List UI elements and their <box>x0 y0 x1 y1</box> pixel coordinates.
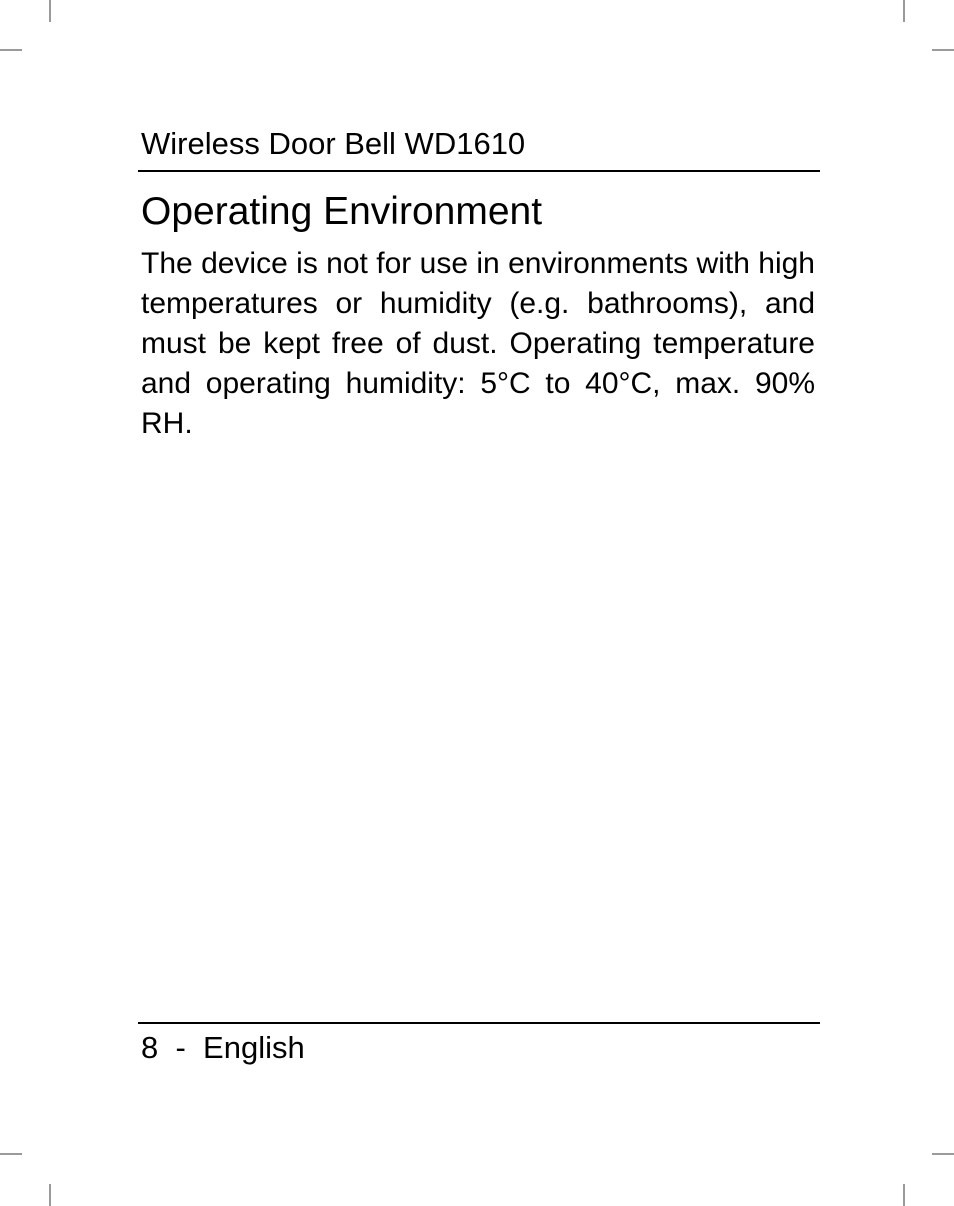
section-body-text: The device is not for use in environments with high temperatures or humidity (e.g. bathrooms), and must be kept free of dust. Operating temperature and operating humidity: 5°C to 40°C, max. 90% RH. <box>141 247 815 440</box>
crop-mark-top-left-h <box>0 49 22 51</box>
crop-mark-bottom-left-h <box>0 1153 22 1155</box>
crop-mark-bottom-right-h <box>932 1153 954 1155</box>
crop-mark-top-right <box>903 0 905 22</box>
crop-mark-bottom-left <box>49 1184 51 1206</box>
section-title: Operating Environment <box>141 190 543 233</box>
footer-separator: - <box>175 1030 186 1065</box>
page-footer <box>141 1028 305 1068</box>
header-rule <box>138 170 820 172</box>
footer-rule <box>138 1022 820 1024</box>
crop-mark-top-right-h <box>932 49 954 51</box>
crop-mark-bottom-right <box>903 1184 905 1206</box>
footer-language: English <box>203 1030 305 1065</box>
page-number: 8 <box>141 1030 159 1065</box>
crop-mark-top-left <box>49 0 51 22</box>
running-header: Wireless Door Bell WD1610 <box>141 126 526 161</box>
